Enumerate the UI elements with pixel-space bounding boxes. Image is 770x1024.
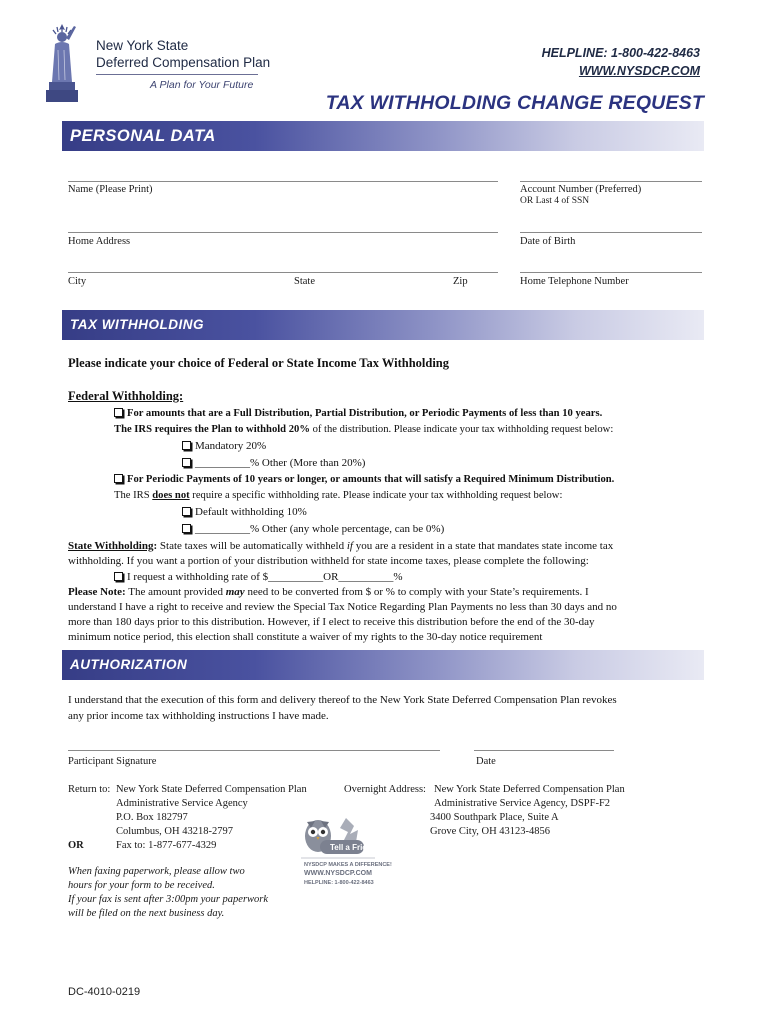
return-address-line1: New York State Deferred Compensation Plan — [116, 784, 307, 795]
overnight-address-line3: 3400 Southpark Place, Suite A — [430, 812, 559, 823]
tell-a-friend-label: Tell a Friend — [330, 843, 377, 852]
section-bar-authorization: AUTHORIZATION — [62, 650, 704, 680]
other-more-20-option — [182, 457, 365, 469]
federal-option-2-checkbox[interactable] — [114, 474, 123, 483]
irs-requires-rest: of the distribution. Please indicate your tax withholding request below: — [309, 424, 614, 435]
state-withholding-colon: : — [153, 540, 158, 552]
fax-note-line4: will be filed on the next business day. — [68, 908, 225, 919]
note-line1-post: need to be converted from $ or % to comply with your State’s requirements. I — [244, 586, 589, 598]
authorization-line2: any prior income tax withholding instructions I have made. — [68, 710, 329, 722]
federal-option-2-instruction — [114, 490, 562, 501]
federal-option-1-instruction — [114, 424, 613, 435]
account-number-input[interactable] — [520, 181, 702, 182]
return-address-line4: Columbus, OH 43218-2797 — [116, 826, 233, 837]
org-tagline: A Plan for Your Future — [150, 79, 254, 91]
badge-website: WWW.NYSDCP.COM — [304, 870, 372, 877]
note-line2: understand I have a right to receive and review the Special Tax Notice Regarding Plan Payments no less than 30 days and no — [68, 601, 617, 613]
form-title: TAX WITHHOLDING CHANGE REQUEST — [325, 92, 704, 114]
default-10-label: Default withholding 10% — [195, 506, 307, 518]
note-line1 — [68, 586, 589, 598]
city-state-zip-input[interactable] — [68, 272, 498, 273]
state-rate-option — [114, 571, 403, 583]
please-note-label: Please Note: — [68, 586, 126, 598]
state-withholding-heading: State Withholding — [68, 540, 154, 552]
fax-note-line1: When faxing paperwork, please allow two — [68, 866, 245, 877]
signature-date-input[interactable] — [474, 750, 614, 751]
note-may-emphasis: may — [225, 586, 245, 598]
date-of-birth-label: Date of Birth — [520, 236, 576, 247]
overnight-address-label: Overnight Address: — [344, 784, 426, 795]
logo-divider — [96, 74, 258, 75]
irs-requires-text: The IRS requires the Plan to withhold 20% — [114, 424, 310, 435]
state-if-emphasis: if — [346, 540, 353, 552]
fax-note-line3: If your fax is sent after 3:00pm your paperwork — [68, 894, 269, 905]
section-bar-personal-data: PERSONAL DATA — [62, 121, 704, 151]
account-number-label: Account Number (Preferred) — [520, 184, 642, 195]
zip-label: Zip — [453, 276, 468, 287]
other-any-label[interactable]: __________% Other (any whole percentage, can be 0%) — [195, 523, 445, 535]
other-any-checkbox[interactable] — [182, 524, 191, 533]
name-input[interactable] — [68, 181, 498, 182]
federal-option-2 — [114, 474, 614, 485]
note-line1-pre: The amount provided — [125, 586, 226, 598]
org-name-line1: New York State — [96, 38, 189, 53]
state-rate-checkbox[interactable] — [114, 572, 123, 581]
state-line1-pre: State taxes will be automatically withheld — [157, 540, 347, 552]
return-address-line2: Administrative Service Agency — [116, 798, 248, 809]
mandatory-20-label: Mandatory 20% — [195, 440, 267, 452]
participant-signature-input[interactable] — [68, 750, 440, 751]
mandatory-20-checkbox[interactable] — [182, 441, 191, 450]
form-code: DC-4010-0219 — [68, 986, 141, 998]
website-link[interactable]: WWW.NYSDCP.COM — [578, 64, 700, 78]
irs-does-not-post: require a specific withholding rate. Please indicate your tax withholding request below: — [189, 490, 563, 501]
federal-option-2-title: For Periodic Payments of 10 years or longer, or amounts that will satisfy a Required Minimum Distribution. — [127, 474, 615, 485]
city-label: City — [68, 276, 87, 287]
federal-withholding-heading: Federal Withholding: — [68, 389, 184, 403]
return-address-line3: P.O. Box 182797 — [116, 812, 188, 823]
badge-helpline: HELPLINE: 1-800-422-8463 — [304, 880, 374, 886]
state-line1-post: you are a resident in a state that mandates state income tax — [352, 540, 614, 552]
state-withholding-line2: withholding. If you want a portion of your distribution withheld for state income taxes, please complete the following: — [68, 555, 589, 567]
default-10-checkbox[interactable] — [182, 507, 191, 516]
statue-of-liberty-icon — [36, 20, 88, 106]
mandatory-20-option — [182, 440, 266, 452]
other-more-20-checkbox[interactable] — [182, 458, 191, 467]
overnight-address-line1: New York State Deferred Compensation Plan — [434, 784, 625, 795]
badge-slogan: NYSDCP MAKES A DIFFERENCE! — [304, 862, 392, 868]
overnight-address-line4: Grove City, OH 43123-4856 — [430, 826, 551, 837]
home-phone-label: Home Telephone Number — [520, 276, 629, 287]
other-more-20-label[interactable]: __________% Other (More than 20%) — [195, 457, 366, 469]
does-not-emphasis: does not — [152, 490, 190, 501]
name-label: Name (Please Print) — [68, 184, 153, 195]
irs-does-not-pre: The IRS — [114, 490, 153, 501]
home-phone-input[interactable] — [520, 272, 702, 273]
note-line4: minimum notice period, this election shall constitute a waiver of my rights to the 30-day notice requirement — [68, 631, 543, 643]
withholding-intro: Please indicate your choice of Federal or State Income Tax Withholding — [68, 356, 450, 370]
fax-note-line2: hours for your form to be received. — [68, 880, 215, 891]
date-of-birth-input[interactable] — [520, 232, 702, 233]
note-line3: more than 180 days prior to this distribution. However, if I elect to receive this distribution before the end of the 30-day — [68, 616, 595, 628]
federal-option-1-title: For amounts that are a Full Distribution, Partial Distribution, or Periodic Payments of less than 10 years. — [127, 408, 603, 419]
or-label: OR — [68, 840, 84, 851]
overnight-address-line2: Administrative Service Agency, DSPF-F2 — [434, 798, 611, 809]
signature-date-label: Date — [476, 756, 496, 767]
section-bar-tax-withholding: TAX WITHHOLDING — [62, 310, 704, 340]
state-rate-label[interactable]: I request a withholding rate of $__________OR__________% — [127, 571, 403, 583]
other-any-option — [182, 523, 444, 535]
state-label: State — [294, 276, 315, 287]
federal-option-1-checkbox[interactable] — [114, 408, 123, 417]
authorization-line1: I understand that the execution of this form and delivery thereof to the New York State Deferred Compensation Plan revokes — [68, 694, 617, 706]
helpline-number: HELPLINE: 1-800-422-8463 — [541, 46, 700, 60]
default-10-option — [182, 506, 307, 518]
org-name-line2: Deferred Compensation Plan — [96, 55, 271, 70]
return-to-label: Return to: — [68, 784, 111, 795]
participant-signature-label: Participant Signature — [68, 756, 157, 767]
federal-option-1 — [114, 408, 602, 419]
state-withholding-line1 — [68, 540, 613, 552]
home-address-label: Home Address — [68, 236, 131, 247]
fax-number: Fax to: 1-877-677-4329 — [116, 840, 217, 851]
account-number-sublabel: OR Last 4 of SSN — [520, 196, 590, 206]
home-address-input[interactable] — [68, 232, 498, 233]
